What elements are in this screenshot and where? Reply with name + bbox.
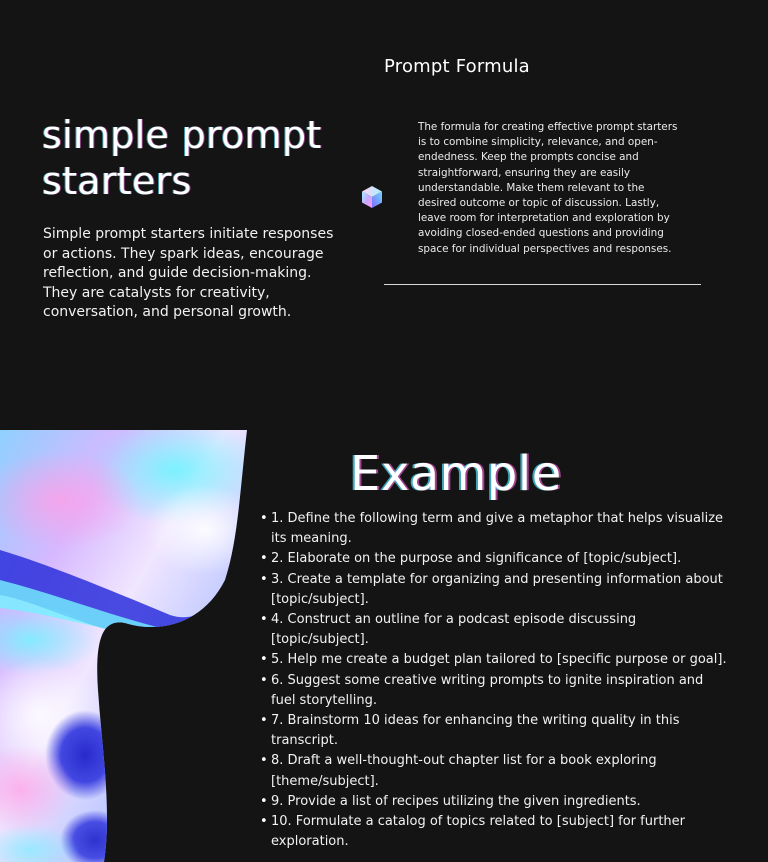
formula-paragraph: The formula for creating effective prompt starters is to combine simplicity, relevance, and open-endedness. Keep the prompts concise and straightforward, ensuring they are easily understandable. Make them relevant to the desired outcome or topic of discussion. Lastly, leave room for interpretation and exploration by avoiding closed-ended questions and providing space for individual perspectives and responses.	[418, 121, 678, 255]
list-item: • 3. Create a template for organizing and presenting information about [topic/subject].	[258, 570, 728, 610]
list-item: • 5. Help me create a budget plan tailored to [specific purpose or goal].	[258, 650, 728, 670]
intro-paragraph: Simple prompt starters initiate responses or actions. They spark ideas, encourage reflection, and guide decision-making. They are catalysts for creativity, conversation, and personal growth.	[43, 226, 334, 320]
example-heading: Example	[350, 446, 562, 502]
list-item: • 4. Construct an outline for a podcast episode discussing [topic/subject].	[258, 610, 728, 650]
list-item: • 1. Define the following term and give a metaphor that helps visualize its meaning.	[258, 509, 728, 549]
prompt-formula-heading: Prompt Formula	[384, 56, 530, 77]
formula-divider	[384, 284, 701, 285]
example-prompt-list	[258, 509, 728, 852]
page-title: simple prompt starters	[42, 113, 322, 203]
list-item: • 2. Elaborate on the purpose and significance of [topic/subject].	[258, 549, 728, 569]
list-item: • 10. Formulate a catalog of topics related to [subject] for further exploration.	[258, 812, 728, 852]
holographic-cube-icon	[359, 184, 385, 210]
holographic-fluid-shape	[0, 430, 250, 862]
list-item: • 7. Brainstorm 10 ideas for enhancing the writing quality in this transcript.	[258, 711, 728, 751]
list-item: • 6. Suggest some creative writing prompts to ignite inspiration and fuel storytelling.	[258, 671, 728, 711]
list-item: • 8. Draft a well-thought-out chapter list for a book exploring [theme/subject].	[258, 751, 728, 791]
list-item: • 9. Provide a list of recipes utilizing the given ingredients.	[258, 792, 728, 812]
